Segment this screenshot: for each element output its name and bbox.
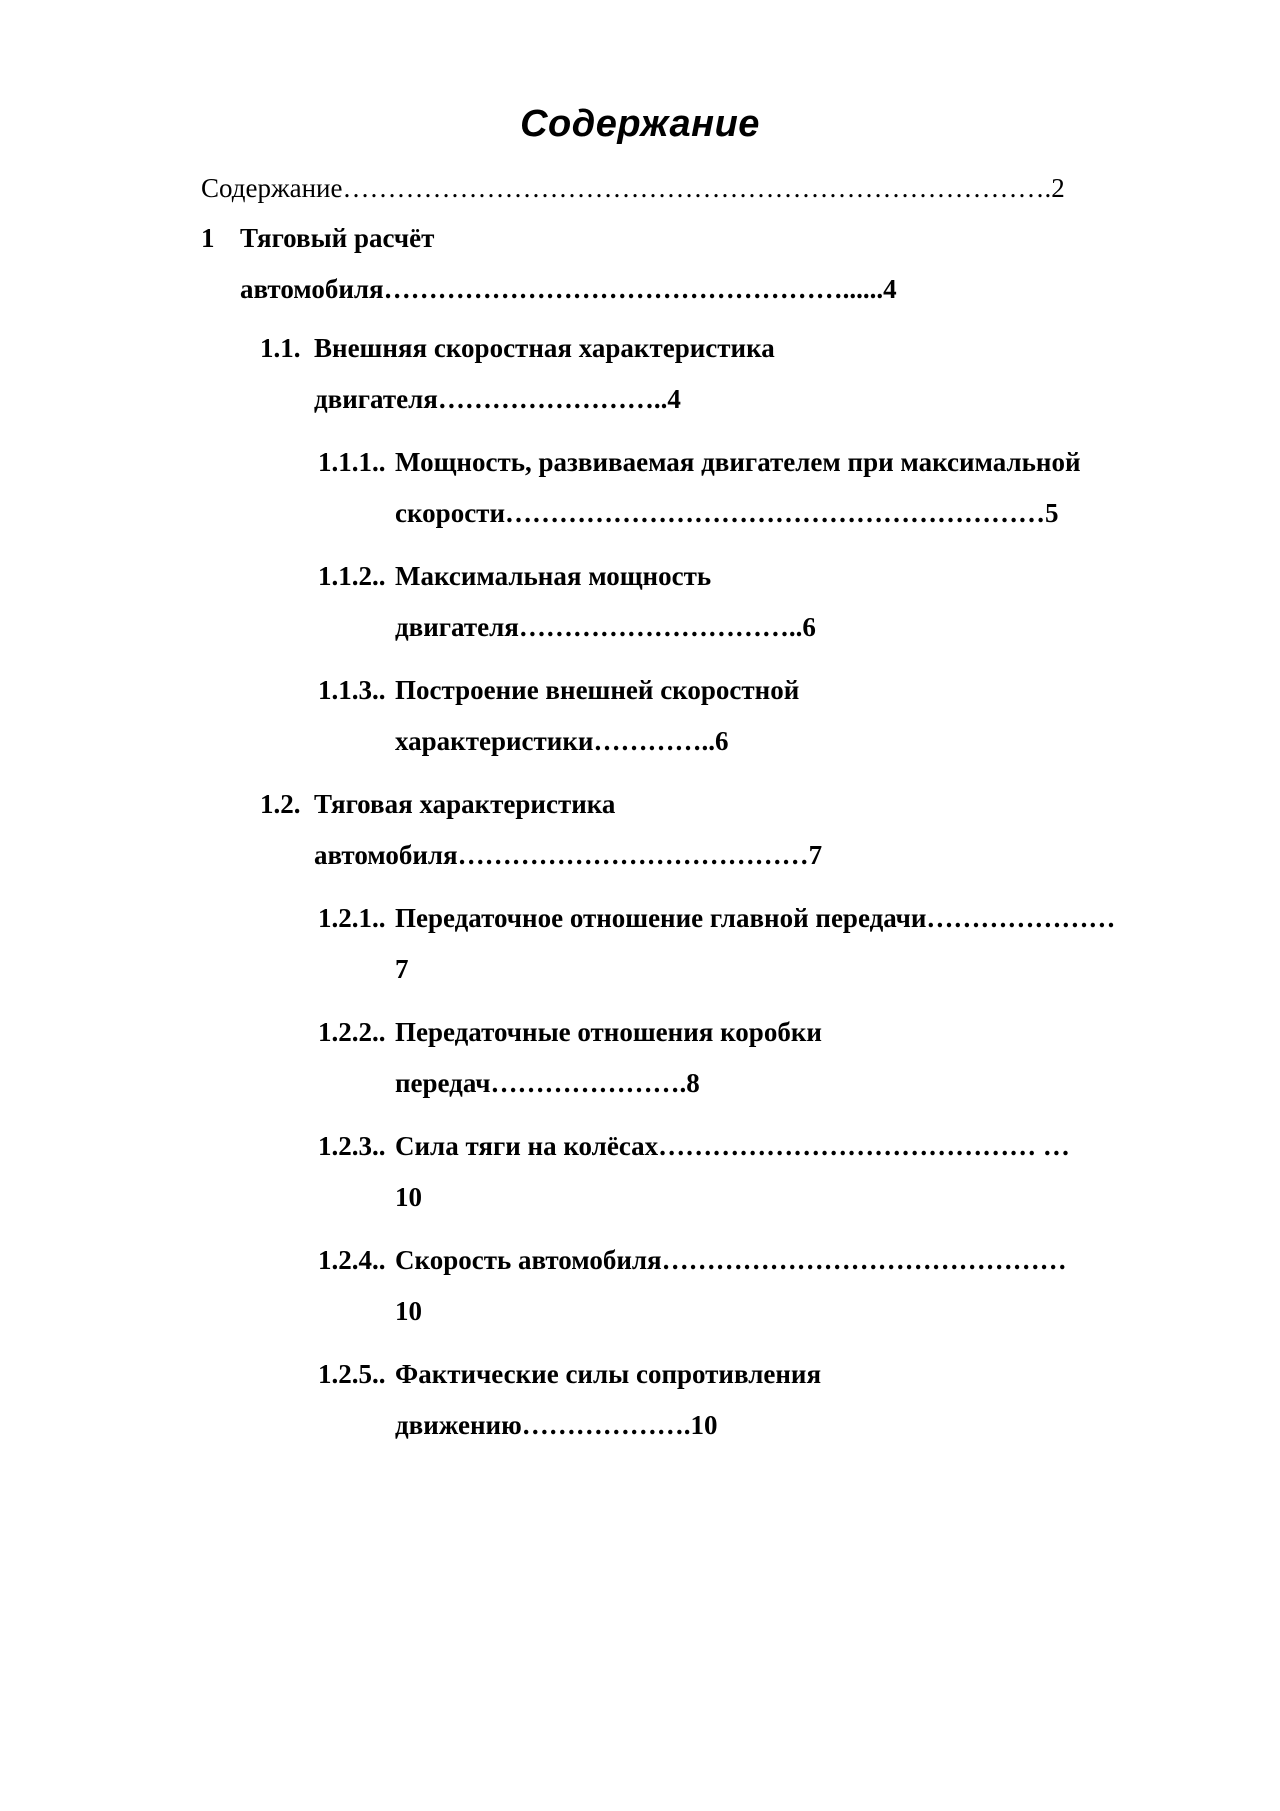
toc-entry-title: Фактические силы сопротивления [395, 1359, 822, 1389]
toc-entry-1-2-5 [318, 1349, 822, 1440]
toc-entry-continuation: движению……………….10 [395, 1410, 718, 1440]
toc-entry-title: Скорость автомобиля……………………………………… [395, 1245, 1067, 1275]
toc-entry-1-2-1 [318, 893, 1116, 984]
toc-entry-continuation: 7 [395, 954, 409, 984]
toc-entry-continuation: автомобиля……………………………………………......4 [240, 274, 897, 304]
toc-entry-title: Мощность, развиваемая двигателем при максимальной [395, 447, 1081, 477]
toc-entry-number: 1.2.2.. [318, 1017, 386, 1047]
toc-entry-title: Построение внешней скоростной [395, 675, 800, 705]
toc-entry-1-1-2 [318, 551, 816, 642]
toc-entry-continuation: 10 [395, 1182, 422, 1212]
toc-entry-1 [201, 213, 897, 304]
toc-entry-title: Тяговый расчёт [240, 223, 435, 253]
toc-entry-number: 1.1.2.. [318, 561, 386, 591]
toc-entry-title: Внешняя скоростная характеристика [314, 333, 775, 363]
toc-entry-number: 1.1.1.. [318, 447, 386, 477]
toc-entry-number: 1.2. [260, 789, 301, 819]
page-title: Содержание [520, 103, 760, 145]
toc-entry-1-1-1 [318, 437, 1081, 528]
toc-entry-continuation: двигателя……………………..4 [314, 384, 681, 414]
toc-entry-continuation: 10 [395, 1296, 422, 1326]
toc-entry-number: 1.2.3.. [318, 1131, 386, 1161]
toc-entry-1-2 [260, 779, 823, 870]
toc-entry-1-2-2 [318, 1007, 822, 1098]
toc-entry-1-1 [260, 323, 775, 414]
toc-entry-continuation: автомобиля…………………………………7 [314, 840, 823, 870]
toc-entry-number: 1.2.4.. [318, 1245, 386, 1275]
toc-entry-title: Сила тяги на колёсах…………………………………… … [395, 1131, 1070, 1161]
toc-entry-number: 1.2.5.. [318, 1359, 386, 1389]
toc-entry-number: 1.2.1.. [318, 903, 386, 933]
toc-entry-1-1-3 [318, 665, 800, 756]
toc-entry-title: Передаточное отношение главной передачи………………… [395, 903, 1116, 933]
toc-entry-continuation: скорости……………………………………………………5 [395, 498, 1059, 528]
toc-entry-continuation: двигателя…………………………..6 [395, 612, 816, 642]
toc-entry-continuation: передач………………….8 [395, 1068, 700, 1098]
toc-entry-number: 1 [201, 223, 215, 253]
toc-entry-contents: Содержание…………………………………………………………………….2 [201, 173, 1065, 203]
toc-entry-1-2-3 [318, 1121, 1070, 1212]
toc-entry-title: Передаточные отношения коробки [395, 1017, 822, 1047]
toc-entry-title: Тяговая характеристика [314, 789, 616, 819]
toc-entry-continuation: характеристики…………..6 [395, 726, 729, 756]
toc-entry-number: 1.1. [260, 333, 301, 363]
toc-entry-number: 1.1.3.. [318, 675, 386, 705]
toc-entry-1-2-4 [318, 1235, 1067, 1326]
toc-entry-title: Максимальная мощность [395, 561, 712, 591]
